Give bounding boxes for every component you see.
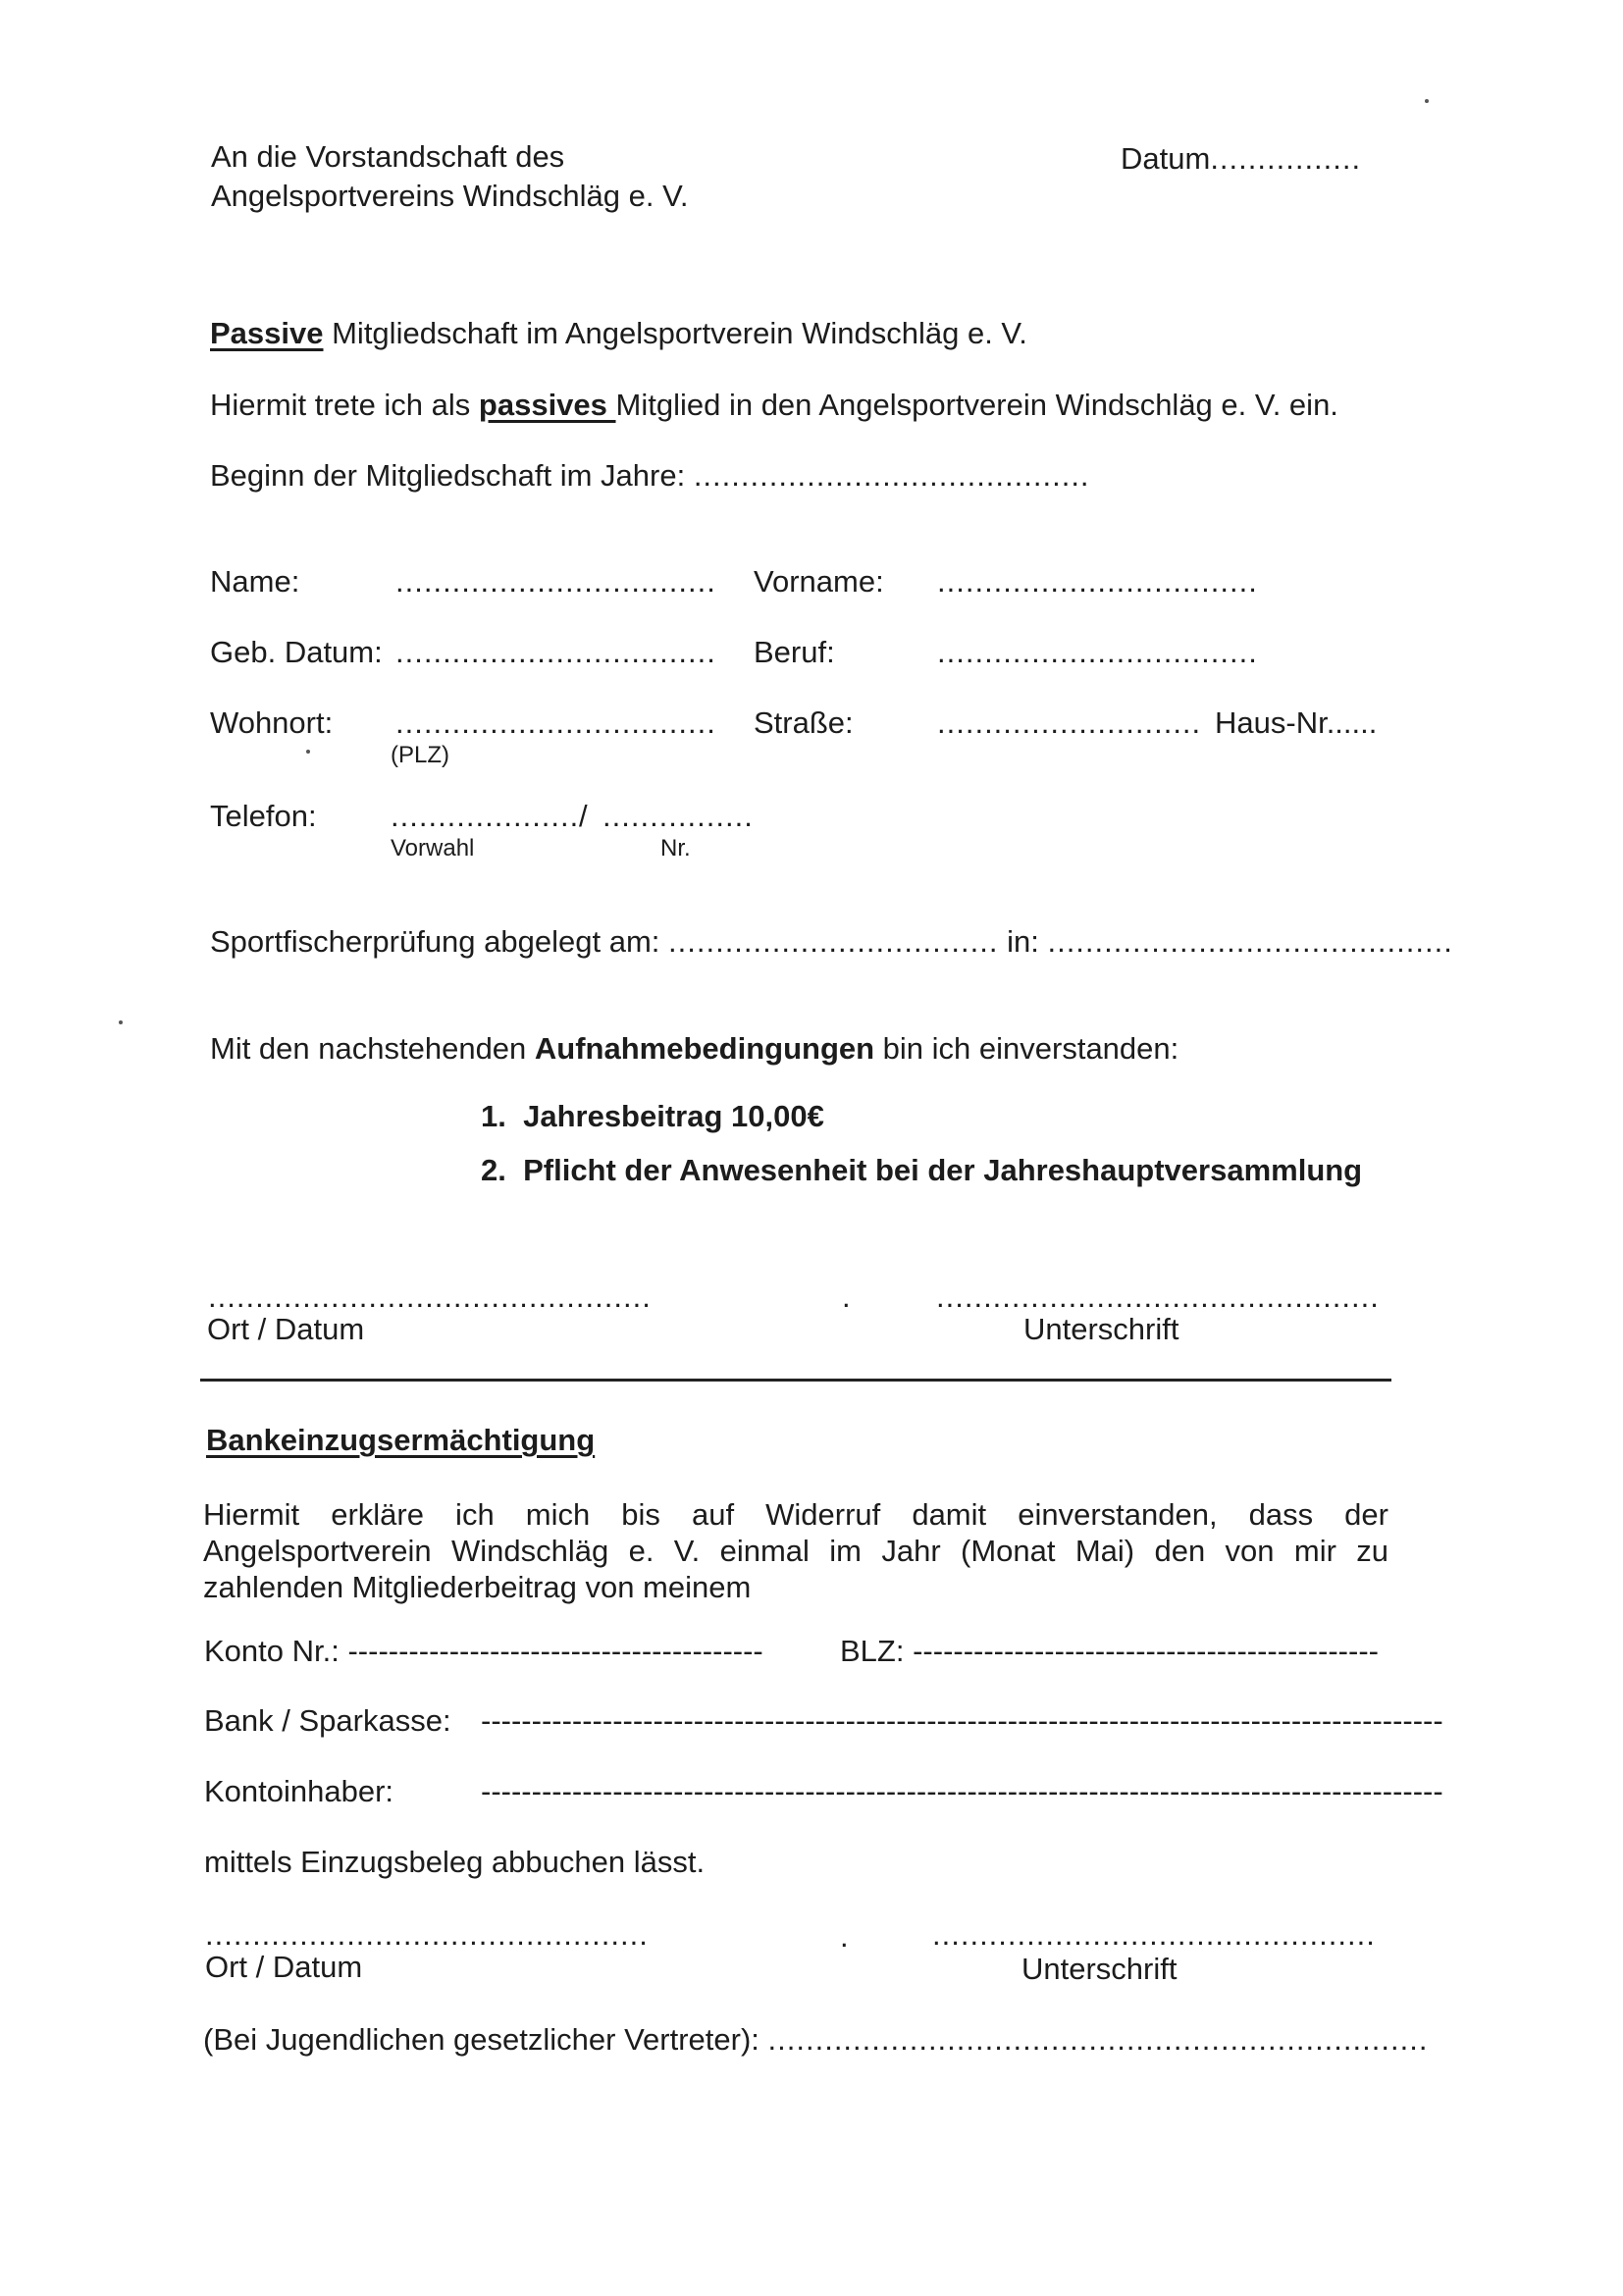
- condition-item-2: [481, 1155, 1362, 1185]
- beruf-label: Beruf:: [754, 635, 835, 669]
- geb-datum-field[interactable]: ..................................: [395, 635, 716, 669]
- pruefung-line: [210, 926, 1453, 957]
- declaration-part-2: Mitglied in den Angelsportverein Windschläg e. V. ein.: [615, 388, 1338, 422]
- scan-speck: [306, 750, 310, 754]
- membership-title-emph: Passive: [210, 316, 324, 350]
- vorname-field[interactable]: ..................................: [937, 564, 1258, 599]
- bank-closing: mittels Einzugsbeleg abbuchen lässt.: [204, 1845, 706, 1879]
- condition-item-1: [481, 1101, 824, 1131]
- sig2-mid-dot: .: [840, 1919, 849, 1954]
- geb-datum-label: Geb. Datum:: [210, 635, 383, 669]
- scan-speck: [1425, 99, 1429, 103]
- addressee-line-1: An die Vorstandschaft des: [211, 139, 565, 174]
- sig2-place-field[interactable]: ...............................................: [205, 1917, 649, 1952]
- beruf-field[interactable]: ..................................: [937, 635, 1258, 669]
- sig2-sign-label: Unterschrift: [1021, 1952, 1178, 1986]
- pruefung-date-field[interactable]: ...................................: [668, 924, 999, 959]
- membership-declaration: [210, 390, 1338, 420]
- date-label: Datum: [1121, 141, 1211, 176]
- vorwahl-field[interactable]: ....................: [391, 799, 580, 833]
- wohnort-field[interactable]: ..................................: [395, 705, 716, 740]
- hausnr-field[interactable]: Haus-Nr......: [1215, 705, 1378, 740]
- telefon-nr-field[interactable]: ................: [602, 799, 754, 833]
- sig1-sign-field[interactable]: ...............................................: [936, 1279, 1380, 1314]
- guardian-label: (Bei Jugendlichen gesetzlicher Vertreter):: [203, 2022, 759, 2057]
- guardian-line: [203, 2024, 1428, 2055]
- blz-field[interactable]: ----------------------------------------------: [913, 1634, 1379, 1668]
- condition-text: Jahresbeitrag 10,00€: [523, 1099, 824, 1133]
- strasse-label: Straße:: [754, 705, 854, 740]
- condition-text: Pflicht der Anwesenheit bei der Jahreshauptversammlung: [523, 1153, 1363, 1187]
- telefon-separator: /: [579, 799, 588, 833]
- scan-speck: [119, 1020, 123, 1024]
- pruefung-label: Sportfischerprüfung abgelegt am:: [210, 924, 660, 959]
- conditions-intro-emph: Aufnahmebedingungen: [534, 1031, 875, 1066]
- membership-title: [210, 318, 1027, 348]
- sig1-sign-label: Unterschrift: [1023, 1312, 1179, 1346]
- plz-hint: (PLZ): [391, 742, 449, 768]
- kontoinhaber-label: Kontoinhaber:: [204, 1774, 394, 1808]
- section-divider: [200, 1379, 1391, 1382]
- sig1-place-label: Ort / Datum: [207, 1312, 365, 1346]
- wohnort-label: Wohnort:: [210, 705, 334, 740]
- pruefung-place-field[interactable]: ...........................................: [1047, 924, 1453, 959]
- declaration-emph: passives: [478, 388, 616, 422]
- addressee-line-2: Angelsportvereins Windschläg e. V.: [211, 179, 689, 213]
- membership-start: [210, 460, 1090, 491]
- start-year-field[interactable]: ..........................................: [693, 458, 1090, 493]
- sig1-mid-dot: .: [842, 1279, 851, 1314]
- start-label: Beginn der Mitgliedschaft im Jahre:: [210, 458, 686, 493]
- strasse-field[interactable]: ............................: [937, 705, 1202, 740]
- bank-name-field[interactable]: -----------------------------------------------------------------------------------------------: [481, 1703, 1443, 1738]
- konto-field[interactable]: -----------------------------------------: [347, 1634, 763, 1668]
- konto-label: Konto Nr.:: [204, 1634, 340, 1668]
- vorname-label: Vorname:: [754, 564, 884, 599]
- vorwahl-hint: Vorwahl: [391, 835, 475, 861]
- bank-paragraph: Hiermit erkläre ich mich bis auf Widerruf damit einverstanden, dass der Angelsportverein Windschläg e. V. einmal im Jahr (Monat Mai) den von mir zu zahlenden Mitgliederbeitrag von meinem: [203, 1497, 1388, 1604]
- sig2-place-label: Ort / Datum: [205, 1950, 363, 1984]
- konto-line: [204, 1636, 763, 1666]
- guardian-field[interactable]: ......................................................................: [767, 2022, 1429, 2057]
- bank-name-label: Bank / Sparkasse:: [204, 1703, 451, 1738]
- name-label: Name:: [210, 564, 300, 599]
- bank-title: Bankeinzugsermächtigung: [206, 1423, 596, 1457]
- blz-line: [840, 1636, 1379, 1666]
- date-field[interactable]: ................: [1210, 141, 1362, 176]
- conditions-intro-2: bin ich einverstanden:: [874, 1031, 1179, 1066]
- condition-num: 1.: [481, 1099, 506, 1133]
- nr-hint: Nr.: [660, 835, 691, 861]
- telefon-label: Telefon:: [210, 799, 317, 833]
- membership-title-rest: Mitgliedschaft im Angelsportverein Windschläg e. V.: [323, 316, 1027, 350]
- pruefung-in-label: in:: [1007, 924, 1039, 959]
- declaration-part-1: Hiermit trete ich als: [210, 388, 479, 422]
- sig2-sign-field[interactable]: ...............................................: [932, 1917, 1376, 1952]
- condition-num: 2.: [481, 1153, 506, 1187]
- date-line: [1121, 143, 1361, 174]
- sig1-place-field[interactable]: ...............................................: [208, 1279, 652, 1314]
- blz-label: BLZ:: [840, 1634, 905, 1668]
- kontoinhaber-field[interactable]: -----------------------------------------------------------------------------------------------: [481, 1774, 1443, 1808]
- name-field[interactable]: ..................................: [395, 564, 716, 599]
- conditions-intro: [210, 1033, 1178, 1064]
- conditions-intro-1: Mit den nachstehenden: [210, 1031, 535, 1066]
